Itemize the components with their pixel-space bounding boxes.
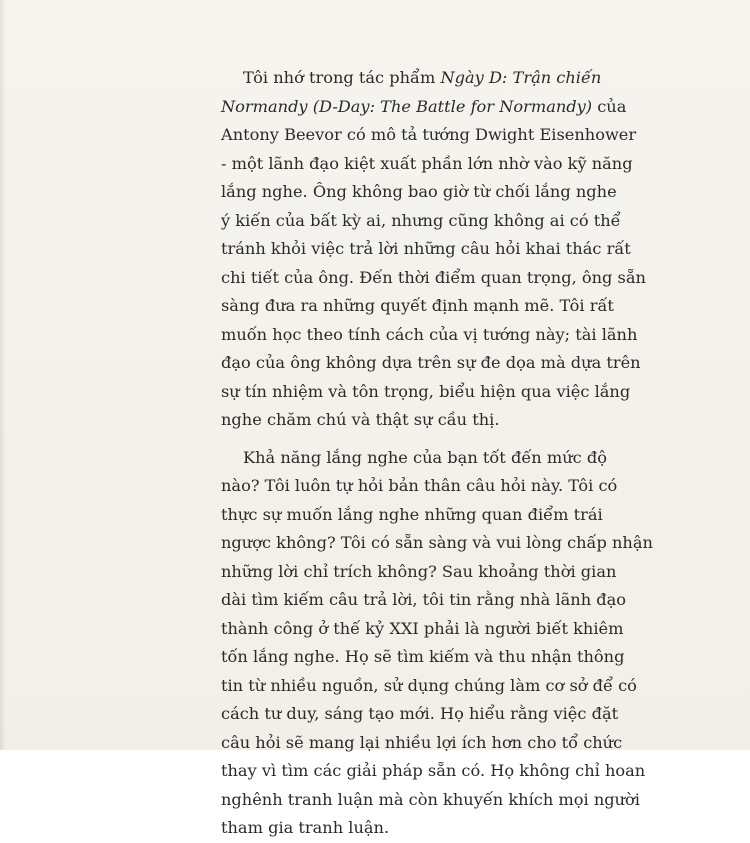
text-line <box>221 150 633 179</box>
text-run: thành công ở thế kỷ XXI phải là người biết khiêm <box>221 618 624 638</box>
text-run: tránh khỏi việc trả lời những câu hỏi khai thác rất <box>221 239 631 258</box>
text-run: nghênh tranh luận mà còn khuyến khích mọi người <box>221 789 640 809</box>
text-line <box>221 349 641 378</box>
text-line <box>221 472 618 501</box>
text-line <box>221 529 653 558</box>
text-line <box>221 235 631 264</box>
text-run: - một lãnh đạo kiệt xuất phần lớn nhờ vào kỹ năng <box>221 153 633 173</box>
text-line <box>221 615 624 644</box>
text-line <box>221 406 543 435</box>
text-run: thay vì tìm các giải pháp sẵn có. Họ không chỉ hoan <box>221 761 646 780</box>
text-run: tin từ nhiều nguồn, sử dụng chúng làm cơ sở để có <box>221 675 637 695</box>
text-line <box>221 378 631 407</box>
text-line <box>221 501 603 530</box>
text-run: dài tìm kiếm câu trả lời, tôi tin rằng nhà lãnh đạo <box>221 590 627 609</box>
text-line <box>221 321 638 350</box>
text-run: ý kiến của bất kỳ ai, nhưng cũng không ai có thể <box>221 210 621 230</box>
text-line <box>221 643 625 672</box>
text-run: câu hỏi sẽ mang lại nhiều lợi ích hơn cho tổ chức <box>221 732 623 752</box>
text-line <box>221 586 627 615</box>
text-line <box>221 558 617 587</box>
text-line <box>221 178 617 207</box>
text-line <box>221 444 607 473</box>
text-line <box>221 93 627 122</box>
text-run: lắng nghe. Ông không bao giờ từ chối lắng nghe <box>221 182 617 201</box>
text-run: của <box>592 96 627 116</box>
text-line <box>221 729 623 758</box>
page-edge-shadow <box>0 0 6 750</box>
text-run: Antony Beevor có mô tả tướng Dwight Eisenhower <box>221 125 637 144</box>
text-run: thực sự muốn lắng nghe những quan điểm trái <box>221 504 603 524</box>
text-run: sự tín nhiệm và tôn trọng, biểu hiện qua việc lắng <box>221 381 631 401</box>
text-run: tham gia tranh luận. <box>221 818 390 837</box>
text-run: muốn học theo tính cách của vị tướng này; tài lãnh <box>221 324 638 344</box>
text-line <box>221 672 637 701</box>
text-run: Khả năng lắng nghe của bạn tốt đến mức độ <box>243 447 607 467</box>
italic-text-run: Ngày D: Trận chiến <box>440 68 602 87</box>
text-run: cách tư duy, sáng tạo mới. Họ hiểu rằng việc đặt <box>221 704 619 723</box>
italic-text-run: Normandy (D-Day: The Battle for Normandy) <box>221 96 593 116</box>
text-run: tốn lắng nghe. Họ sẽ tìm kiếm và thu nhận thông <box>221 647 625 666</box>
paragraph <box>221 444 653 843</box>
text-line <box>221 814 543 843</box>
text-line <box>221 207 621 236</box>
text-line <box>221 786 640 815</box>
text-line <box>221 292 614 321</box>
text-run: Tôi nhớ trong tác phẩm <box>243 68 441 87</box>
text-run: nghe chăm chú và thật sự cầu thị. <box>221 410 500 429</box>
paragraph <box>221 64 646 435</box>
text-line <box>221 64 602 93</box>
text-line <box>221 757 646 786</box>
text-run: nào? Tôi luôn tự hỏi bản thân câu hỏi này. Tôi có <box>221 476 618 495</box>
page-body-text <box>221 64 653 843</box>
text-run: ngược không? Tôi có sẵn sàng và vui lòng chấp nhận <box>221 533 653 552</box>
text-line <box>221 121 637 150</box>
text-line <box>221 264 646 293</box>
text-run: những lời chỉ trích không? Sau khoảng thời gian <box>221 561 617 581</box>
paragraph-gap <box>221 435 543 444</box>
text-run: đạo của ông không dựa trên sự đe dọa mà dựa trên <box>221 353 641 372</box>
text-run: sàng đưa ra những quyết định mạnh mẽ. Tôi rất <box>221 296 614 315</box>
text-run: chi tiết của ông. Đến thời điểm quan trọng, ông sẵn <box>221 267 646 287</box>
text-line <box>221 700 619 729</box>
